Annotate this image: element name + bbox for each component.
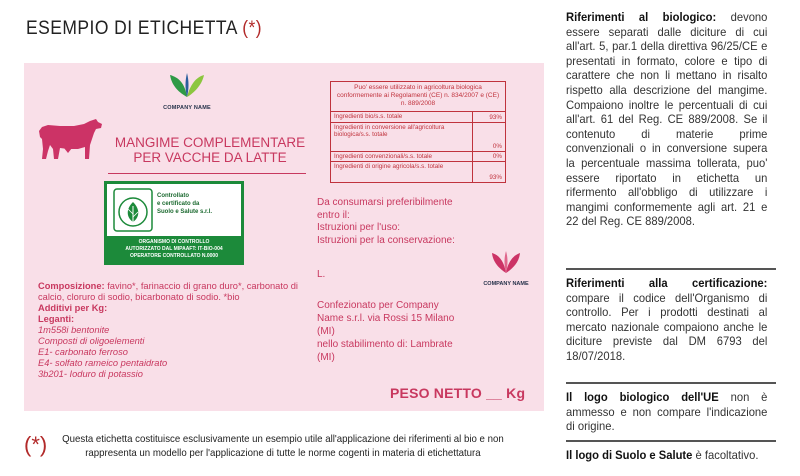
- heading-text: ESEMPIO DI ETICHETTA: [26, 18, 237, 39]
- binders-title: Leganti:: [38, 314, 75, 324]
- list-item: 1m558i bentonite: [38, 325, 110, 335]
- net-weight: PESO NETTO __ Kg: [390, 385, 526, 401]
- bio-row-label: Ingredienti in conversione all'agricoltura biologica/s.s. totale: [331, 123, 473, 151]
- packager-line3: (MI): [317, 326, 335, 337]
- cert-line2: e certificato da: [157, 201, 200, 207]
- control-organism-info: [104, 239, 244, 260]
- sidebar-section-text: compare il codice dell'Organismo di controllo. Per i prodotti destinati al mercato nazionale compaiono anche le diciture previste dal DM 6793 del 18/07/2018.: [566, 290, 768, 363]
- bio-row-value: 0%: [492, 153, 502, 160]
- suolo-e-salute-logo-icon: [113, 188, 153, 232]
- list-item: Composti di oligoelementi: [38, 336, 145, 346]
- leaf-logo-pink-icon: [490, 249, 522, 275]
- sidebar-section-text: devono essere separati dalle diciture di cui all'art. 5, par.1 della direttiva 96/25/CE e presentati in formato, colore e tipo di carattere che non li mettano in risalto rispetto alla descrizione del mangime. Compaiono inoltre le percentuali di cui all'art. 61 del Reg. CE 889/2008. Se il contenuto di materie prime convenzionali o in conversione supera la percentuale massima tollerata, puo' essere riportato in etichetta un rifermento all'obbligo di utilizzare i mangimi conformemente agli art. 21 e 22 del Reg. CE 889/2008.: [566, 10, 768, 229]
- cert-org-line2: AUTORIZZATO DAL MIPAAFT: IT-BIO-004: [125, 246, 223, 252]
- list-item: 3b201- Ioduro di potassio: [38, 369, 143, 379]
- composition-text: favino*, farinaccio di grano duro*, carbonato di calcio, cloruro di sodio, bicarbonato di sodio. *bio: [38, 281, 298, 302]
- certification-box: [104, 181, 244, 265]
- bio-row-value: 0%: [492, 142, 502, 150]
- sidebar-section-title: Riferimenti al biologico:: [566, 10, 717, 24]
- product-title: [112, 135, 308, 165]
- organic-percentages-table: [330, 81, 506, 183]
- cow-illustration: [38, 115, 104, 168]
- expiry-line1: Da consumarsi preferibilmente: [317, 197, 453, 208]
- title-divider: [108, 173, 306, 174]
- heading-asterisk: (*): [242, 18, 263, 39]
- leaf-logo-icon: [168, 71, 206, 99]
- cert-line1: Controllato: [157, 193, 189, 199]
- sidebar-section-title: Il logo biologico dell'UE: [566, 390, 719, 404]
- expiry-line2: entro il:: [317, 209, 350, 221]
- cow-icon: [38, 115, 104, 163]
- sidebar-section-title: Il logo di Suolo e Salute: [566, 448, 693, 462]
- additives-title: Additivi per Kg:: [38, 303, 108, 313]
- sidebar-section-suolo-logo: [566, 448, 767, 463]
- footnote-text: Questa etichetta costituisce esclusivamente un esempio utile all'applicazione dei riferimenti al bio e non rappresenta un modello per l'applicazione di tutte le norme cogenti in materia di etichettatura: [62, 433, 504, 459]
- example-label: [24, 63, 544, 411]
- product-title-line1: MANGIME COMPLEMENTARE: [114, 135, 306, 150]
- expiry-instructions: [317, 197, 455, 247]
- bio-row-label: Ingredienti di origine agricola/s.s. totale: [331, 162, 473, 182]
- sidebar-divider: [566, 440, 776, 442]
- company-logo-right: [476, 249, 536, 287]
- certification-text: [157, 192, 212, 216]
- packager-info: [317, 299, 454, 364]
- certification-inner: [107, 184, 241, 236]
- sidebar-section-text: è facoltativo.: [692, 448, 759, 462]
- sidebar-divider: [566, 382, 776, 384]
- table-row: [331, 162, 505, 182]
- expiry-line3: Istruzioni per l'uso:: [317, 222, 401, 233]
- lot-number: L.: [317, 269, 326, 280]
- bio-table-header: Puo' essere utilizzato in agricoltura biologica conformemente ai Regolamenti (CE) n. 834/2007 e (CE) n. 889/2008: [331, 82, 505, 112]
- cert-org-line3: OPERATORE CONTROLLATO N.0000: [130, 253, 218, 259]
- packager-line4: nello stabilimento di: Lambrate: [317, 339, 453, 350]
- expiry-line4: Istruzioni per la conservazione:: [317, 234, 455, 246]
- bio-row-value: 93%: [489, 113, 502, 121]
- company-logo-top: [152, 71, 222, 111]
- product-title-line2: PER VACCHE DA LATTE: [133, 150, 287, 165]
- footnote-asterisk: (*): [24, 432, 48, 457]
- table-row: [331, 112, 505, 123]
- company-name-text: COMPANY NAME: [483, 281, 529, 287]
- sidebar-section-certification: [566, 276, 767, 364]
- bio-row-value: 93%: [489, 174, 502, 181]
- packager-line1: Confezionato per Company: [317, 300, 439, 311]
- composition-block: [38, 281, 324, 380]
- list-item: E1- carbonato ferroso: [38, 347, 128, 357]
- table-row: [331, 123, 505, 152]
- cert-line3: Suolo e Salute s.r.l.: [157, 209, 213, 215]
- packager-line2: Name s.r.l. via Rossi 15 Milano: [317, 313, 455, 324]
- composition-title: Composizione:: [38, 281, 105, 291]
- page-heading: [26, 18, 262, 40]
- company-name-text: COMPANY NAME: [163, 105, 211, 111]
- cert-org-line1: ORGANISMO DI CONTROLLO: [138, 239, 210, 245]
- bio-row-label: Ingredienti convenzionali/s.s. totale: [331, 152, 473, 162]
- sidebar-section-eu-logo: [566, 390, 767, 434]
- composition-paragraph: [38, 281, 324, 303]
- sidebar-section-text: non è ammesso e non compare l'indicazione di origine.: [566, 390, 768, 434]
- sidebar-divider: [566, 268, 776, 270]
- sidebar-section-organic: [566, 10, 767, 229]
- packager-line5: (MI): [317, 352, 335, 363]
- sidebar-section-title: Riferimenti alla certificazione:: [566, 276, 768, 290]
- list-item: E4- solfato rameico pentaidrato: [38, 358, 168, 368]
- table-row: [331, 152, 505, 163]
- bio-row-label: Ingredienti bio/s.s. totale: [331, 112, 473, 122]
